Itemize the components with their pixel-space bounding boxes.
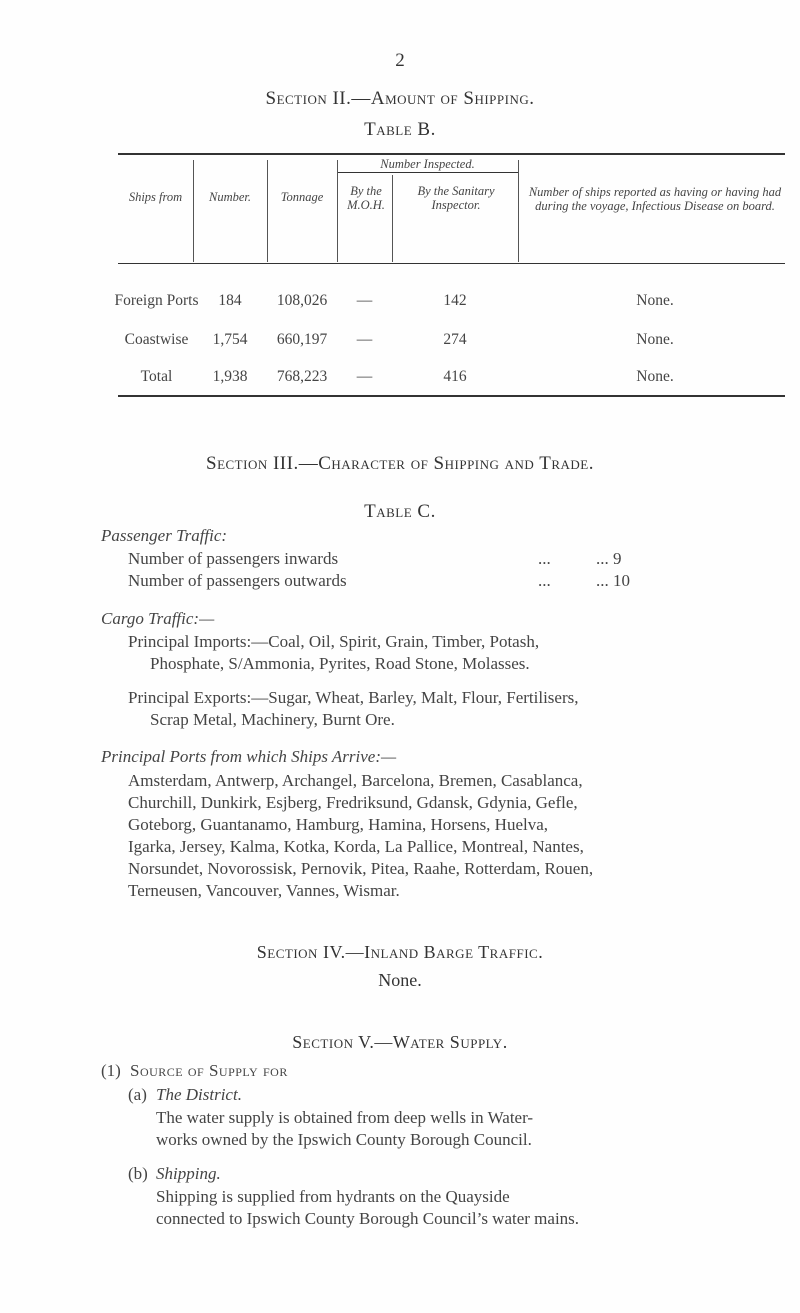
cell-reported: None. xyxy=(636,368,674,385)
cell-sanitary: 274 xyxy=(443,331,467,348)
item-b-heading: Shipping. xyxy=(156,1164,221,1183)
header-reported: Number of ships reported as having or having had during the voyage, Infectious Disease on board. xyxy=(528,185,782,213)
cell-from: Total xyxy=(140,368,173,385)
cell-tonnage: 768,223 xyxy=(276,368,328,385)
cell-number: 184 xyxy=(218,292,242,309)
ports-line: Norsundet, Novorossisk, Pernovik, Pitea, Raahe, Rotterdam, Rouen, xyxy=(128,859,594,878)
cell-tonnage: 660,197 xyxy=(276,331,328,348)
cell-moh: — xyxy=(356,368,373,385)
passengers-inwards-value: ... 9 xyxy=(596,549,622,568)
cell-from: Coastwise xyxy=(124,331,189,348)
header-tonnage: Tonnage xyxy=(280,190,324,204)
cell-moh: — xyxy=(356,292,373,309)
ports-line: Churchill, Dunkirk, Esjberg, Fredriksund, Gdansk, Gdynia, Gefle, xyxy=(128,793,578,812)
passengers-inwards-dots: ... xyxy=(538,549,551,568)
table-bottom-rule xyxy=(118,395,785,397)
exports-line: Scrap Metal, Machinery, Burnt Ore. xyxy=(150,710,395,729)
item-b-line: connected to Ipswich County Borough Council’s water mains. xyxy=(156,1209,580,1228)
cell-tonnage: 108,026 xyxy=(276,292,328,309)
passengers-inwards-label: Number of passengers inwards xyxy=(128,549,339,568)
inspected-rule xyxy=(338,172,519,173)
cargo-traffic-heading: Cargo Traffic:— xyxy=(101,609,215,628)
table-b-title: Table B. xyxy=(364,119,436,140)
ports-line: Goteborg, Guantanamo, Hamburg, Hamina, Horsens, Huelva, xyxy=(128,815,549,834)
header-number: Number. xyxy=(208,190,252,204)
section-3-title: Section III.—Character of Shipping and Trade. xyxy=(206,453,594,474)
cell-reported: None. xyxy=(636,292,674,309)
item-a-label: (a) xyxy=(128,1085,147,1104)
passenger-traffic-heading: Passenger Traffic: xyxy=(101,526,228,545)
ports-line: Amsterdam, Antwerp, Archangel, Barcelona, Bremen, Casablanca, xyxy=(128,771,583,790)
section-2-title: Section II.—Amount of Shipping. xyxy=(265,88,535,109)
section-4-title: Section IV.—Inland Barge Traffic. xyxy=(256,942,544,962)
item-a-line: works owned by the Ipswich County Borough Council. xyxy=(156,1130,532,1149)
col-divider xyxy=(392,175,393,262)
imports-line: Principal Imports:—Coal, Oil, Spirit, Grain, Timber, Potash, xyxy=(128,632,540,651)
passengers-outwards-value: ... 10 xyxy=(596,571,630,590)
header-by-sanitary: By the Sanitary Inspector. xyxy=(417,184,495,212)
cell-sanitary: 142 xyxy=(443,292,467,309)
table-top-rule xyxy=(118,153,785,155)
header-rule xyxy=(118,263,785,264)
ports-line: Igarka, Jersey, Kalma, Kotka, Korda, La Pallice, Montreal, Nantes, xyxy=(128,837,584,856)
table-c-title: Table C. xyxy=(364,501,436,522)
cell-moh: — xyxy=(356,331,373,348)
col-divider xyxy=(193,160,194,262)
col-divider xyxy=(267,160,268,262)
header-number-inspected: Number Inspected. xyxy=(380,157,475,171)
section-5-title: Section V.—Water Supply. xyxy=(292,1032,508,1052)
principal-ports-heading: Principal Ports from which Ships Arrive:— xyxy=(101,747,397,766)
section-4-body: None. xyxy=(378,970,422,990)
passengers-outwards-dots: ... xyxy=(538,571,551,590)
cell-reported: None. xyxy=(636,331,674,348)
item-a-line: The water supply is obtained from deep wells in Water- xyxy=(156,1108,534,1127)
cell-sanitary: 416 xyxy=(443,368,467,385)
cell-number: 1,754 xyxy=(212,331,248,348)
exports-line: Principal Exports:—Sugar, Wheat, Barley, Malt, Flour, Fertilisers, xyxy=(128,688,579,707)
ports-line: Terneusen, Vancouver, Vannes, Wismar. xyxy=(128,881,400,900)
header-by-moh: By the M.O.H. xyxy=(347,184,385,212)
imports-line: Phosphate, S/Ammonia, Pyrites, Road Stone, Molasses. xyxy=(150,654,530,673)
item-b-line: Shipping is supplied from hydrants on the Quayside xyxy=(156,1187,510,1206)
col-divider xyxy=(337,160,338,262)
passengers-outwards-label: Number of passengers outwards xyxy=(128,571,347,590)
cell-number: 1,938 xyxy=(212,368,248,385)
page-number: 2 xyxy=(395,50,405,71)
header-ships-from: Ships from xyxy=(128,190,183,204)
source-number: (1) xyxy=(101,1061,121,1080)
item-b-label: (b) xyxy=(128,1164,148,1183)
source-of-supply-label: Source of Supply for xyxy=(130,1061,288,1080)
cell-from: Foreign Ports xyxy=(114,292,199,309)
item-a-heading: The District. xyxy=(156,1085,242,1104)
col-divider xyxy=(518,160,519,262)
